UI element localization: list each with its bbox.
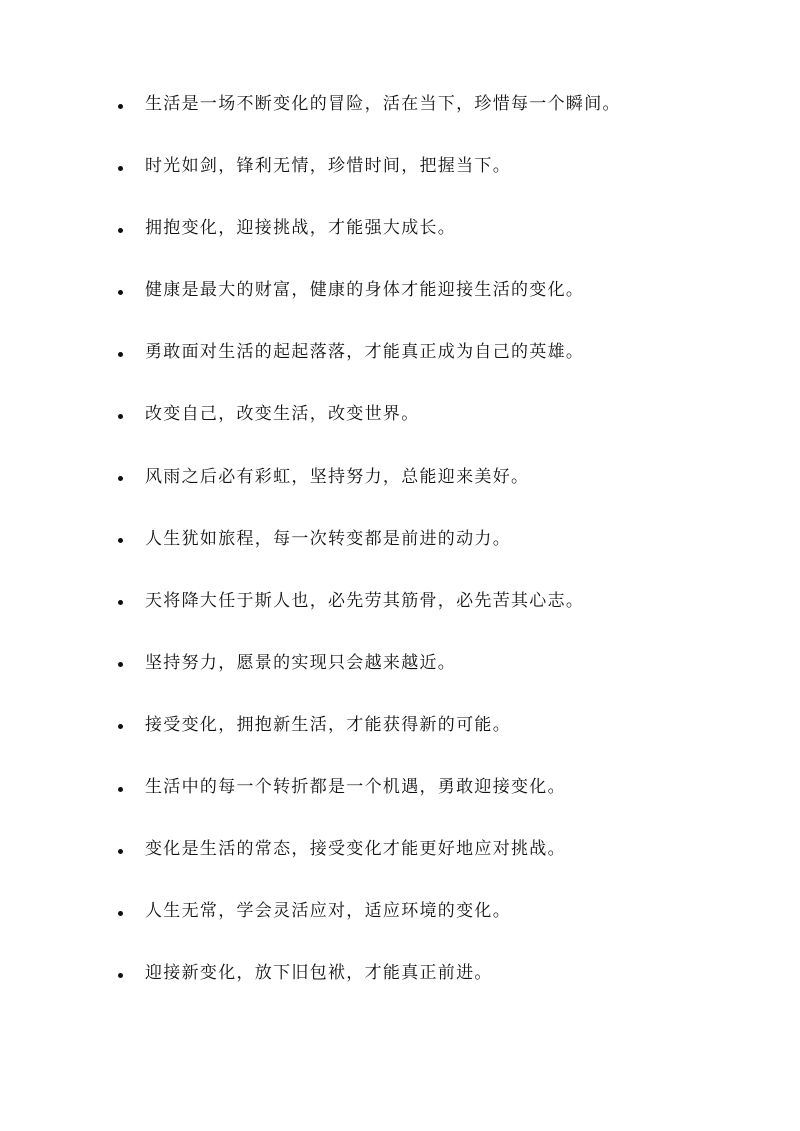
list-item (118, 589, 758, 613)
bullet-icon (118, 600, 123, 605)
bullet-icon (118, 352, 123, 357)
list-item-text: 改变自己，改变生活，改变世界。 (145, 404, 420, 425)
list-item-text: 勇敢面对生活的起起落落，才能真正成为自己的英雄。 (145, 342, 585, 363)
bullet-icon (118, 290, 123, 295)
list-item (118, 775, 758, 799)
list-item (118, 216, 758, 240)
list-item (118, 837, 758, 861)
quote-bullet-list (118, 92, 758, 1023)
list-item (118, 527, 758, 551)
list-item-text: 健康是最大的财富，健康的身体才能迎接生活的变化。 (145, 280, 585, 301)
bullet-icon (118, 538, 123, 543)
list-item (118, 402, 758, 426)
list-item (118, 340, 758, 364)
list-item (118, 713, 758, 737)
bullet-icon (118, 787, 123, 792)
list-item-text: 拥抱变化，迎接挑战，才能强大成长。 (145, 218, 457, 239)
bullet-icon (118, 973, 123, 978)
bullet-icon (118, 849, 123, 854)
list-item (118, 961, 758, 985)
list-item-text: 风雨之后必有彩虹，坚持努力，总能迎来美好。 (145, 466, 530, 487)
bullet-icon (118, 414, 123, 419)
bullet-icon (118, 166, 123, 171)
bullet-icon (118, 724, 123, 729)
list-item (118, 92, 758, 116)
list-item-text: 坚持努力，愿景的实现只会越来越近。 (145, 652, 457, 673)
list-item-text: 变化是生活的常态，接受变化才能更好地应对挑战。 (145, 839, 566, 860)
list-item-text: 人生无常，学会灵活应对，适应环境的变化。 (145, 901, 511, 922)
list-item-text: 迎接新变化，放下旧包袱，才能真正前进。 (145, 963, 493, 984)
bullet-icon (118, 228, 123, 233)
list-item-text: 天将降大任于斯人也，必先劳其筋骨，必先苦其心志。 (145, 590, 585, 611)
list-item (118, 465, 758, 489)
bullet-icon (118, 476, 123, 481)
bullet-icon (118, 104, 123, 109)
bullet-icon (118, 911, 123, 916)
list-item (118, 278, 758, 302)
bullet-icon (118, 662, 123, 667)
list-item-text: 生活中的每一个转折都是一个机遇，勇敢迎接变化。 (145, 777, 566, 798)
list-item (118, 899, 758, 923)
list-item-text: 生活是一场不断变化的冒险，活在当下，珍惜每一个瞬间。 (145, 94, 621, 114)
list-item-text: 时光如剑，锋利无情，珍惜时间，把握当下。 (145, 156, 511, 177)
list-item (118, 154, 758, 178)
list-item (118, 651, 758, 675)
list-item-text: 接受变化，拥抱新生活，才能获得新的可能。 (145, 714, 511, 735)
list-item-text: 人生犹如旅程，每一次转变都是前进的动力。 (145, 528, 511, 549)
